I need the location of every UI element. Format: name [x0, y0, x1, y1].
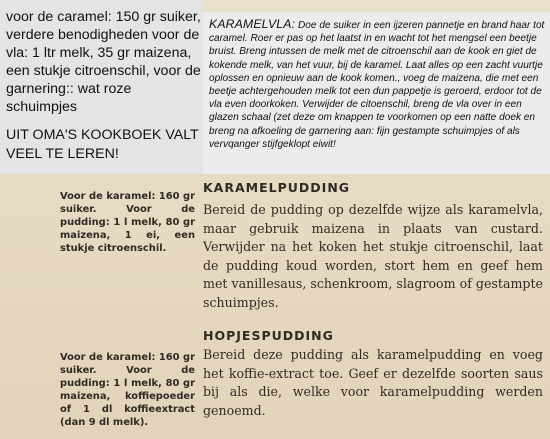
ingredients-note	[0, 0, 203, 174]
section-heading-karamelpudding: KARAMELPUDDING	[203, 180, 351, 195]
recipe-text-hopjespudding: Bereid deze pudding als karamelpudding en voeg het koffie-extract toe. Geef er dezelfde soorten saus bij als die, welke voor karamelpudding werden genoemd.	[203, 347, 543, 418]
oma-caption: UIT OMA'S KOOKBOEK VALT VEEL TE LEREN!	[6, 127, 199, 162]
side-ingredients-karamelpudding: Voor de karamel: 160 gr suiker. Voor de pudding: 1 l melk, 80 gr maizena, 1 ei, een stukje citroenschil.	[60, 191, 195, 254]
recipe-text-karamelpudding: Bereid de pudding op dezelfde wijze als karamelvla, maar gebruik maizena in plaats van custard. Verwijder na het koken het stukje citroenschil, laat de pudding koud worden, stort hem en geef hem met vanillesaus, schenkroom, slagroom of gestampte schuimpjes.	[203, 202, 543, 310]
ingredients-text: voor de caramel: 150 gr suiker, verdere benodigheden voor de vla: 1 ltr melk, 35 gr maizena, een stukje citroenschil, voor de garnering:: wat roze schuimpjes	[6, 9, 201, 115]
side-ingredients-hopjespudding: Voor de karamel: 160 gr suiker. Voor de pudding: 1 l melk, 80 gr maizena, koffiepoeder of 1 dl koffieextract (dan 9 dl melk).	[60, 352, 195, 428]
karamelvla-instructions: Doe de suiker in een ijzeren pannetje en brand haar tot caramel. Roer er pas op het laatst in en wacht tot het mengsel een beetje bruist. Breng intussen de melk met de citroenschil aan de kook en giet de kokende melk, van het vuur, bij de karamel. Laat alles op een zacht vuurtje oplossen en opnieuw aan de kook komen., voeg de maizena, die met een beetje achtergehouden melk tot een dun pappetje is geroerd, erdoor tot de vla even doorkoken. Verwijder de citoenschil, breng de vla over in een glazen schaal (zet deze om knappen te voorkomen op een natte doek en breng na afkoeling de garnering aan: fijn gestampte schuimpjes of als vervqanger stijfgeklopt eiwit!	[209, 20, 545, 150]
section-heading-hopjespudding: HOPJESPUDDING	[203, 328, 334, 343]
karamelvla-title: KARAMELVLA:	[209, 17, 296, 31]
karamelvla-note	[203, 12, 550, 174]
